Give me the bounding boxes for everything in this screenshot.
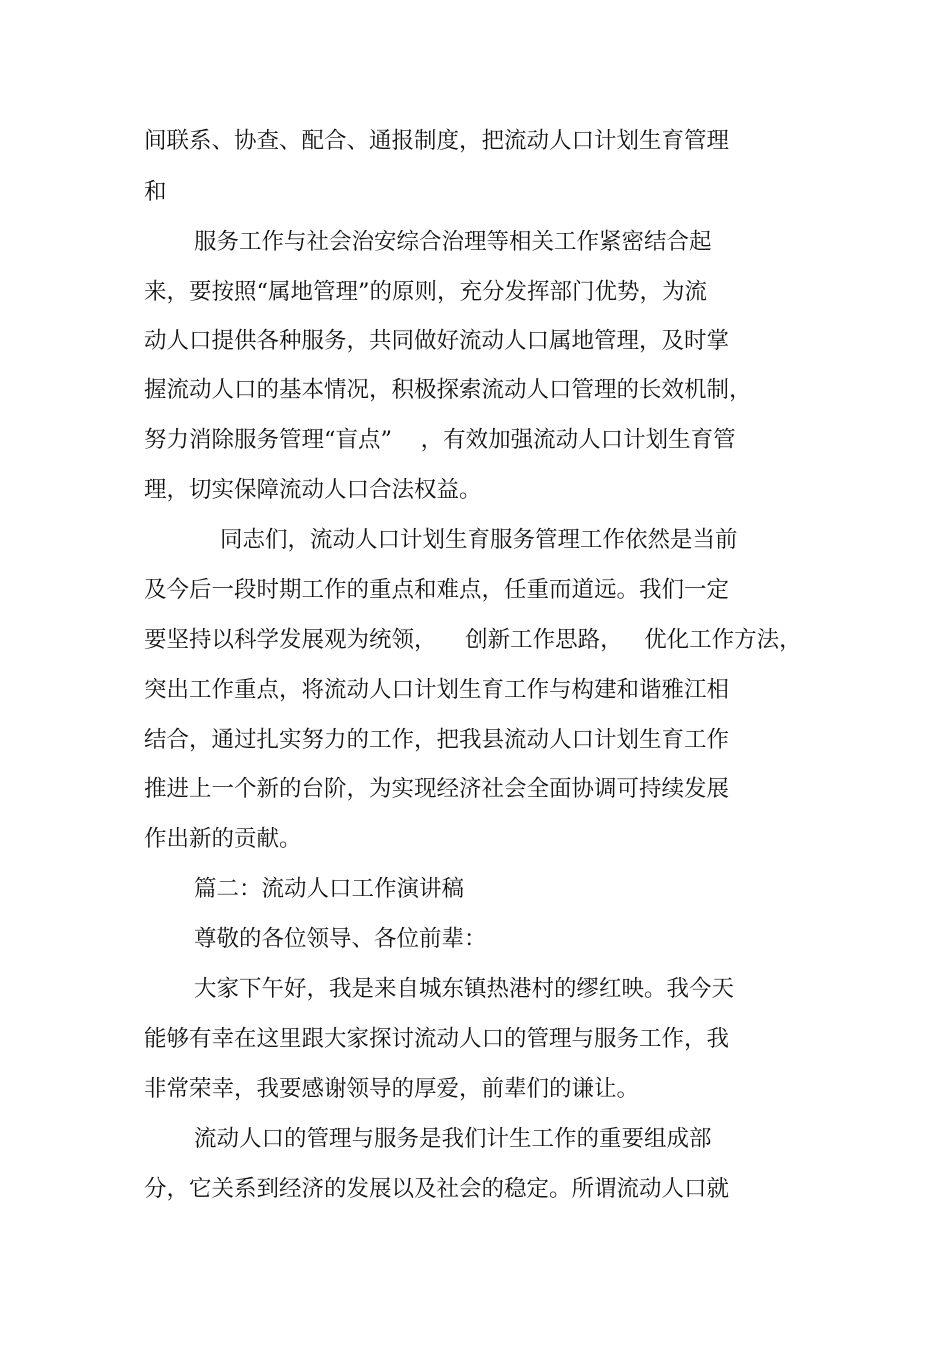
- text-line: 要坚持以科学发展观为统领， 创新工作思路， 优化工作方法，: [144, 627, 802, 653]
- text-line: 理，切实保障流动人口合法权益。: [144, 477, 482, 503]
- text-line: 分，它关系到经济的发展以及社会的稳定。所谓流动人口就: [144, 1176, 730, 1202]
- text-line: 流动人口的管理与服务是我们计生工作的重要组成部: [194, 1126, 712, 1152]
- text-line: 和: [144, 179, 167, 205]
- text-line: 大家下午好，我是来自城东镇热港村的缪红映。我今天: [194, 976, 735, 1002]
- text-line: 推进上一个新的台阶，为实现经济社会全面协调可持续发展: [144, 776, 730, 802]
- text-line: 能够有幸在这里跟大家探讨流动人口的管理与服务工作，我: [144, 1026, 730, 1052]
- text-line: 服务工作与社会治安综合治理等相关工作紧密结合起: [194, 229, 712, 255]
- text-line: 非常荣幸，我要感谢领导的厚爱，前辈们的谦让。: [144, 1076, 640, 1102]
- text-line: 握流动人口的基本情况，积极探索流动人口管理的长效机制，: [144, 377, 752, 403]
- text-line: 作出新的贡献。: [144, 826, 302, 852]
- section-heading: 篇二：流动人口工作演讲稿: [194, 876, 465, 902]
- text-line: 突出工作重点，将流动人口计划生育工作与构建和谐雅江相: [144, 677, 730, 703]
- text-line: 动人口提供各种服务，共同做好流动人口属地管理，及时掌: [144, 328, 730, 354]
- text-line: 结合，通过扎实努力的工作，把我县流动人口计划生育工作: [144, 727, 730, 753]
- text-line: 努力消除服务管理“盲点” ，有效加强流动人口计划生育管: [144, 427, 736, 453]
- salutation: 尊敬的各位领导、各位前辈：: [194, 926, 487, 952]
- text-line: 同志们，流动人口计划生育服务管理工作依然是当前: [220, 527, 738, 553]
- text-line: 来，要按照“属地管理”的原则，充分发挥部门优势，为流: [144, 279, 708, 305]
- text-line: 及今后一段时期工作的重点和难点，任重而道远。我们一定: [144, 577, 730, 603]
- text-line: 间联系、协查、配合、通报制度，把流动人口计划生育管理: [144, 128, 730, 154]
